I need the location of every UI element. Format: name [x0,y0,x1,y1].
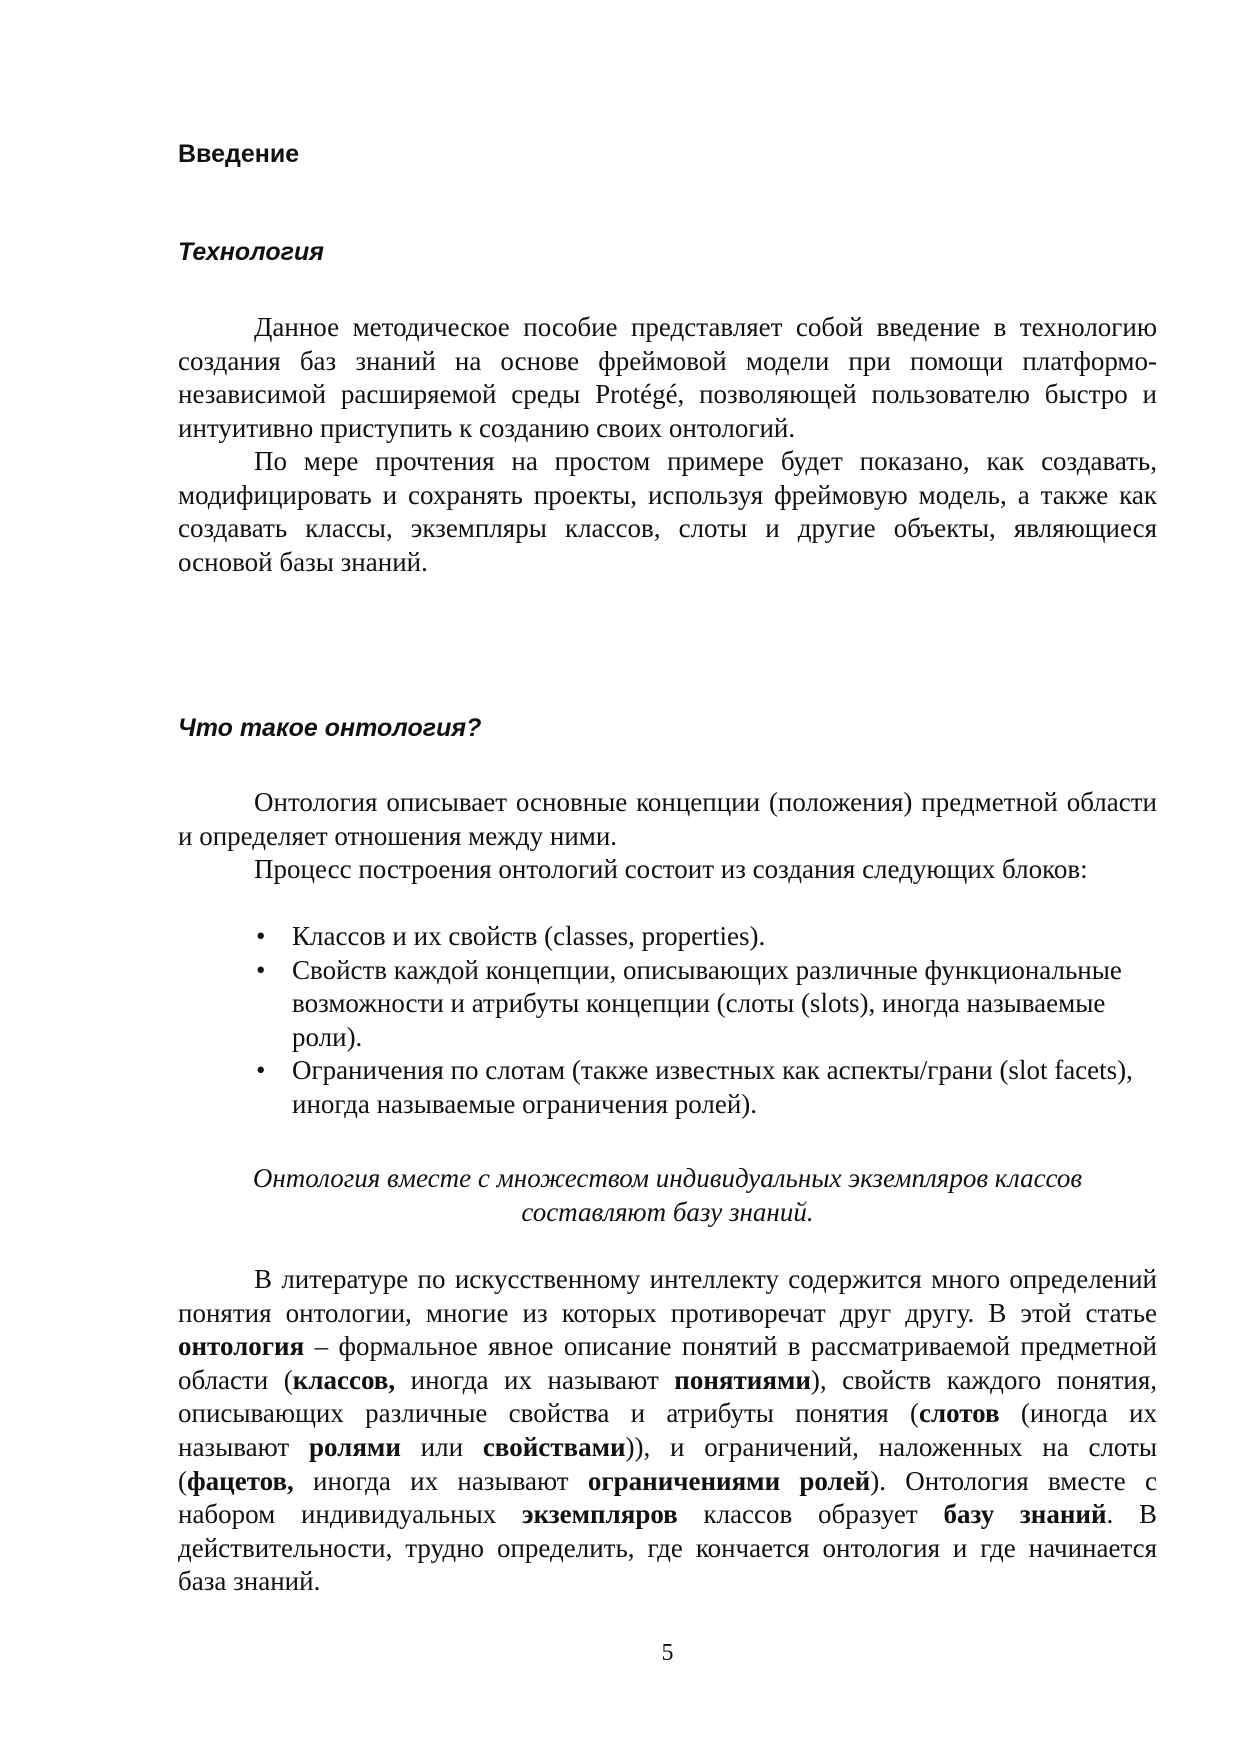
term-knowledge-base: базу знаний [943,1499,1107,1530]
definition-text: В литературе по искусственному интеллекту содержится много определений понятия онтологии, многие из которых противоречат друг другу. В этой статье [178,1264,1157,1328]
paragraph-definition [178,1263,1157,1599]
definition-text: – формальное явное описание понятий в рассматриваемой предметной области ( [178,1331,1157,1395]
key-statement-quote [178,1162,1157,1229]
term-roles: ролями [309,1431,401,1462]
term-properties: свойствами [482,1431,626,1462]
term-instances: экземпляров [521,1499,678,1530]
definition-text: ). Онтология вместе с набором индивидуальных [178,1465,1157,1530]
term-slots: слотов [918,1398,1000,1429]
ontology-blocks-list [254,920,1157,1122]
definition-text: или [400,1431,483,1462]
term-classes: классов, [292,1364,396,1395]
quote-line-2: составляют базу знаний. [521,1196,814,1227]
list-item [254,1054,1157,1121]
list-item-text: Ограничения по слотам (также известных как аспекты/грани (slot facets), иногда называемые ограничения ролей). [292,1055,1133,1119]
list-item-text: Классов и их свойств (classes, properties). [292,921,766,951]
bullet-icon: • [256,954,266,985]
document-page [178,0,1157,1755]
list-item-text: Свойств каждой концепции, описывающих различные функциональные возможности и атрибуты концепции (слоты (slots), иногда называемые роли). [292,954,1122,1052]
heading-introduction: Введение [178,140,300,168]
bullet-icon: • [256,921,266,951]
quote-line-1: Онтология вместе с множеством индивидуальных экземпляров классов [252,1163,1083,1193]
heading-what-is-ontology: Что такое онтология? [178,714,482,742]
definition-text: . В действительности, трудно определить, где кончается онтология и где начинается база знаний. [178,1499,1157,1597]
paragraph-technology-1: Данное методическое пособие представляет собой введение в технологию создания баз знаний на основе фреймовой модели при помощи платформо-независимой расширяемой среды Protégé, позволяющей пользователю быстро и интуитивно приступить к созданию своих онтологий. [178,312,1157,443]
list-item [254,954,1157,1055]
definition-text: (иногда их называют [178,1398,1157,1462]
term-ontology: онтология [178,1331,305,1362]
term-facets: фацетов, [187,1465,294,1496]
term-concepts: понятиями [674,1364,811,1395]
definition-text: )), и ограничений, наложенных на слоты ( [178,1431,1158,1496]
term-role-restrictions: ограничениями ролей [587,1465,871,1496]
paragraph-ontology-1: Онтология описывает основные концепции (положения) предметной области и определяет отношения между ними. [178,787,1157,851]
list-item [254,920,1157,954]
definition-text: иногда их называют [293,1465,588,1496]
bullet-icon: • [256,1055,266,1086]
paragraph-technology-2: По мере прочтения на простом примере будет показано, как создавать, модифицировать и сохранять проекты, используя фреймовую модель, а также как создавать классы, экземпляры классов, слоты и другие объекты, являющиеся основой базы знаний. [178,446,1157,577]
definition-text: иногда их называют [395,1364,675,1395]
paragraph-ontology-2: Процесс построения онтологий состоит из создания следующих блоков: [254,854,1088,884]
definition-text: ), свойств каждого понятия, описывающих различные свойства и атрибуты понятия ( [178,1364,1157,1429]
page-number: 5 [661,1640,674,1666]
definition-text: классов образует [677,1499,944,1530]
heading-technology: Технология [178,238,324,266]
